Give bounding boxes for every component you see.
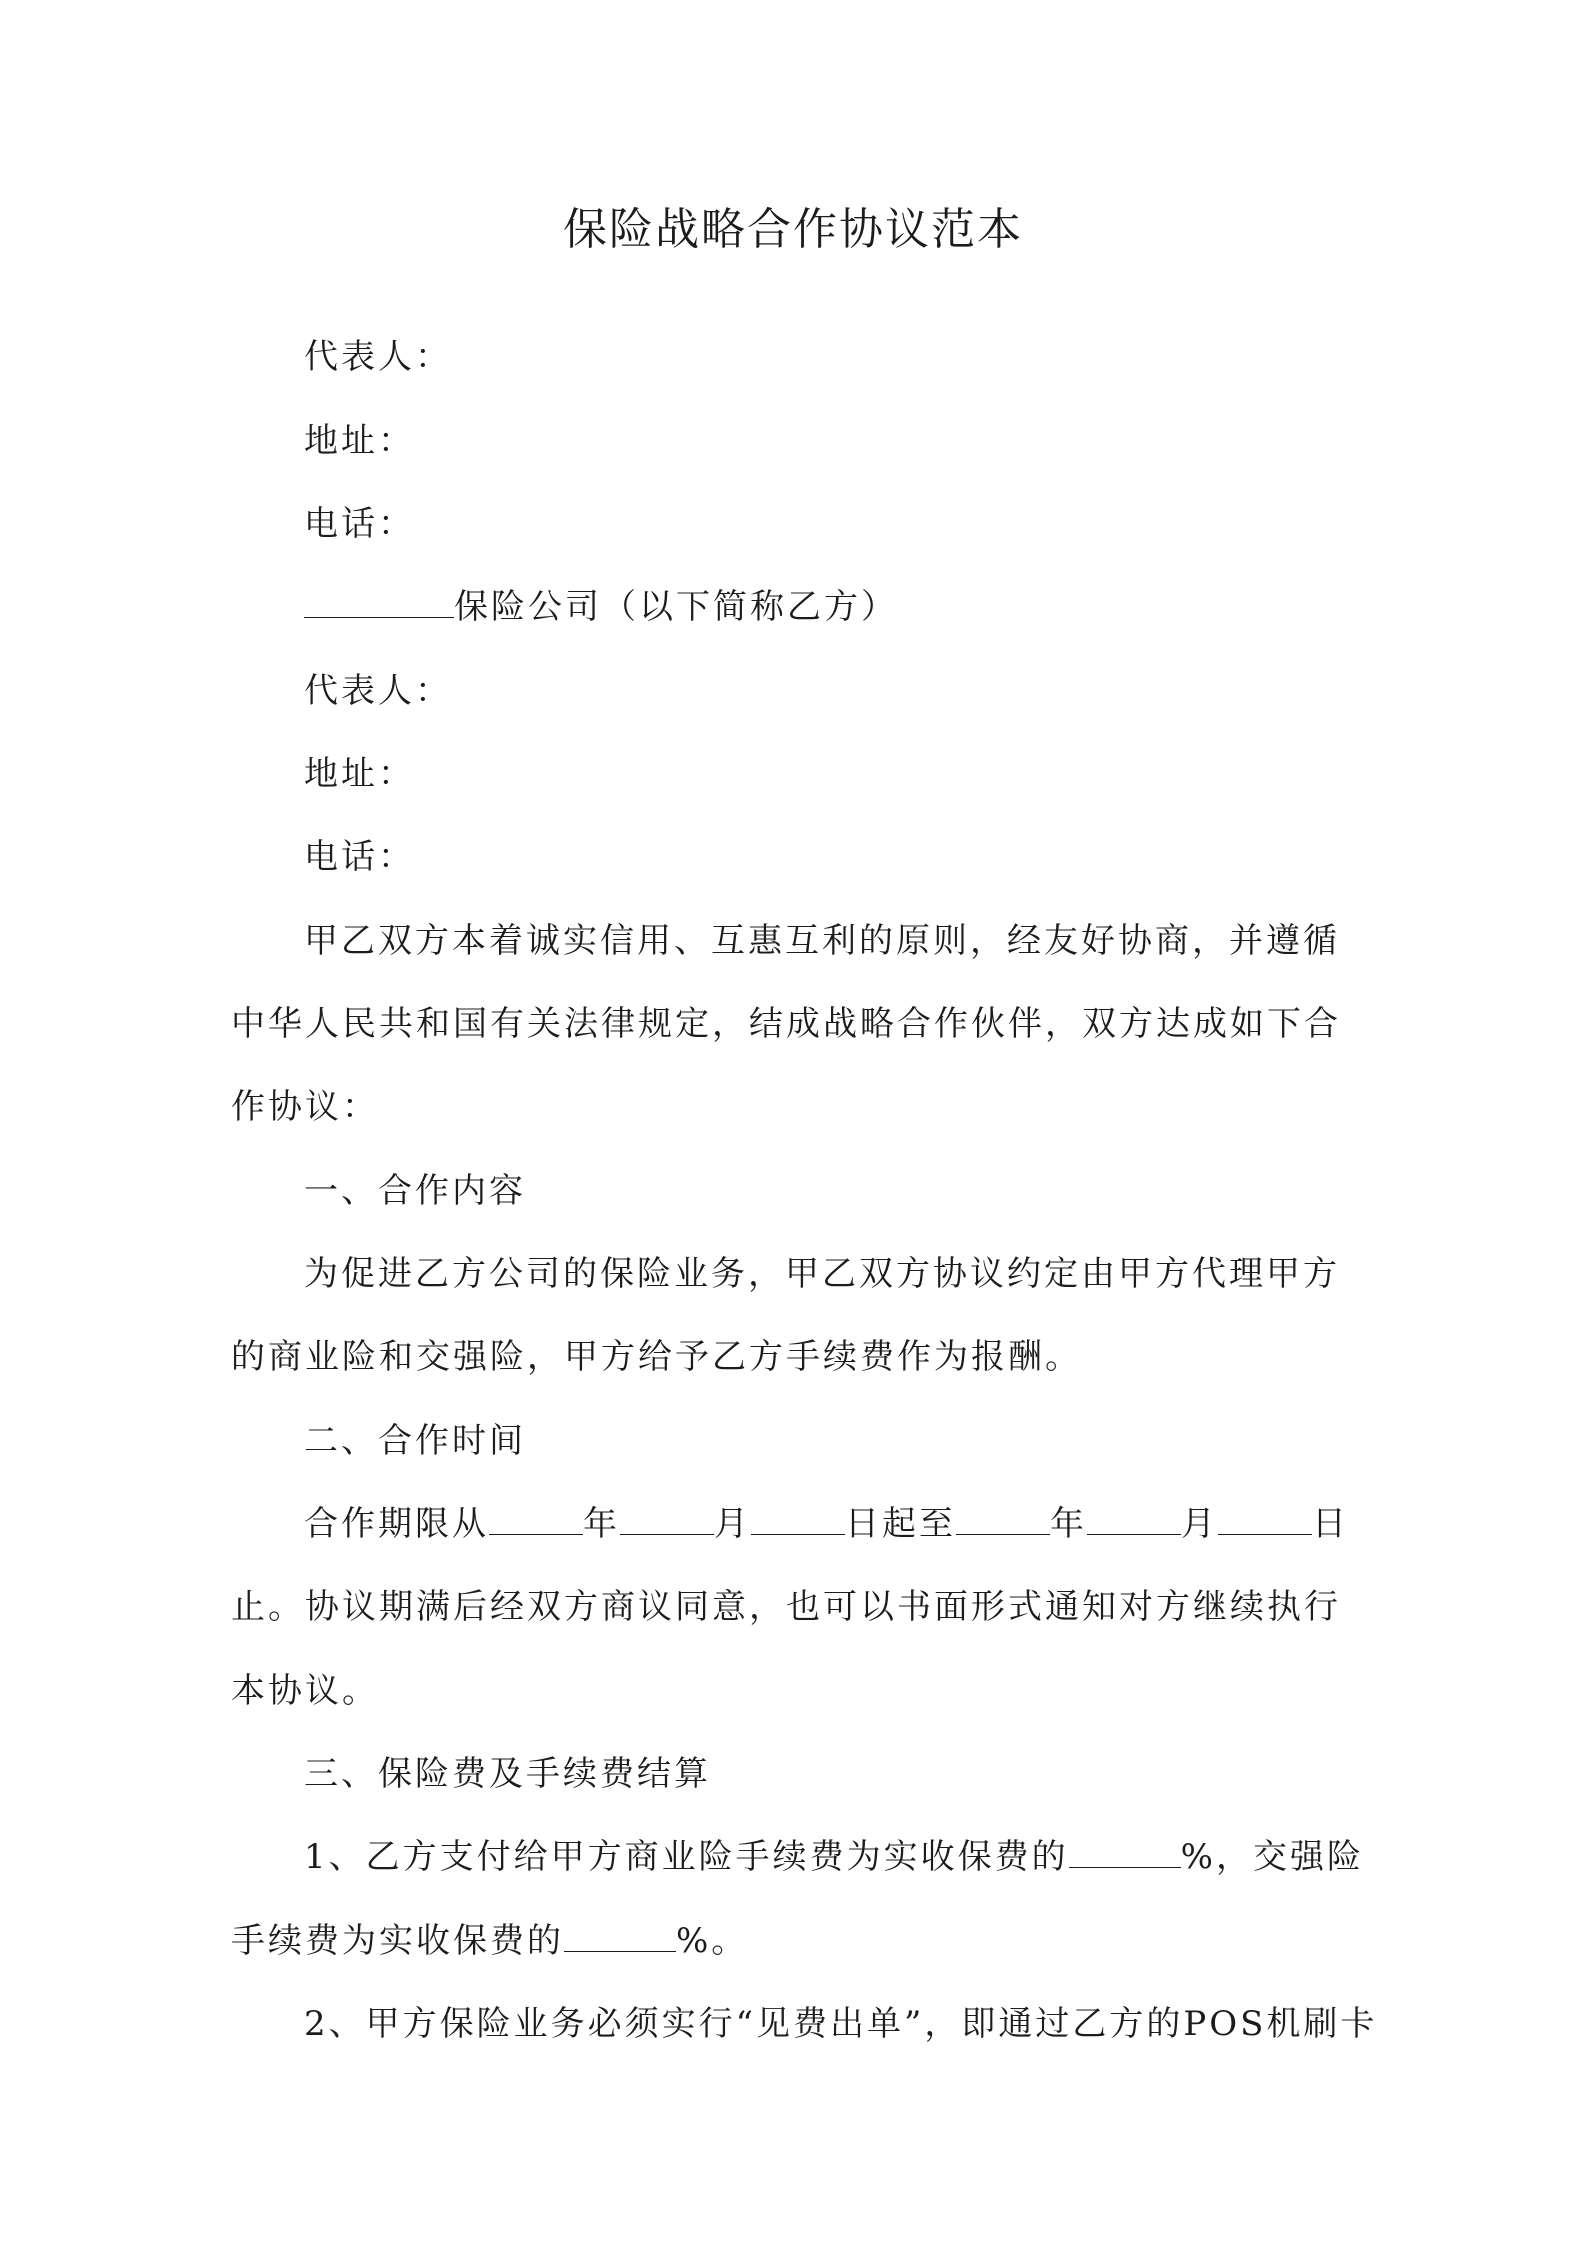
party-b-address: 地址：	[304, 754, 415, 794]
section1-line-1: 为促进乙方公司的保险业务，甲乙双方协议约定由甲方代理甲方	[304, 1254, 1340, 1294]
section3-item1-line-1	[304, 1833, 1364, 1881]
section2-line-1: 止。协议期满后经双方商议同意，也可以书面形式通知对方继续执行	[231, 1587, 1341, 1627]
company-name-blank	[304, 585, 454, 618]
start-year-label: 年	[583, 1504, 620, 1544]
compulsory-rate-blank	[564, 1919, 676, 1952]
start-month-label: 月	[714, 1504, 751, 1544]
start-year-blank	[489, 1502, 583, 1535]
party-b-company-line	[304, 583, 898, 631]
section3-heading: 三、保险费及手续费结算	[304, 1754, 711, 1794]
compulsory-fee-prefix: 手续费为实收保费的	[231, 1921, 564, 1961]
section3-item1-line-2	[231, 1917, 748, 1965]
party-a-address: 地址：	[304, 421, 415, 461]
preamble-line-1: 甲乙双方本着诚实信用、互惠互利的原则，经友好协商，并遵循	[304, 921, 1340, 961]
section2-period-line	[304, 1500, 1349, 1548]
end-year-blank	[956, 1502, 1050, 1535]
start-month-blank	[620, 1502, 714, 1535]
end-month-label: 月	[1181, 1504, 1218, 1544]
section1-heading: 一、合作内容	[304, 1171, 526, 1211]
section3-item2: 2、甲方保险业务必须实行“见费出单”，即通过乙方的POS机刷卡	[304, 2004, 1378, 2044]
document-title: 保险战略合作协议范本	[563, 204, 1023, 255]
preamble-line-2: 中华人民共和国有关法律规定，结成战略合作伙伴，双方达成如下合	[231, 1004, 1341, 1044]
section2-heading: 二、合作时间	[304, 1421, 526, 1461]
party-b-company-suffix: 保险公司（以下简称乙方）	[454, 587, 898, 627]
start-day-blank	[751, 1502, 845, 1535]
end-month-blank	[1087, 1502, 1181, 1535]
preamble-line-3: 作协议：	[231, 1087, 379, 1127]
end-day-blank	[1218, 1502, 1312, 1535]
section1-line-2: 的商业险和交强险，甲方给予乙方手续费作为报酬。	[231, 1337, 1082, 1377]
section2-line-2: 本协议。	[231, 1671, 379, 1711]
commercial-rate-blank	[1069, 1835, 1181, 1868]
commercial-fee-mid: %，交强险	[1180, 1837, 1364, 1877]
end-day-label: 日	[1312, 1504, 1349, 1544]
party-a-representative: 代表人：	[304, 337, 452, 377]
party-b-representative: 代表人：	[304, 671, 452, 711]
start-day-label: 日起至	[845, 1504, 956, 1544]
commercial-fee-prefix: 1、乙方支付给甲方商业险手续费为实收保费的	[304, 1837, 1069, 1877]
compulsory-fee-suffix: %。	[676, 1921, 749, 1961]
end-year-label: 年	[1050, 1504, 1087, 1544]
party-b-phone: 电话：	[304, 837, 415, 877]
period-from-label: 合作期限从	[304, 1504, 489, 1544]
party-a-phone: 电话：	[304, 504, 415, 544]
